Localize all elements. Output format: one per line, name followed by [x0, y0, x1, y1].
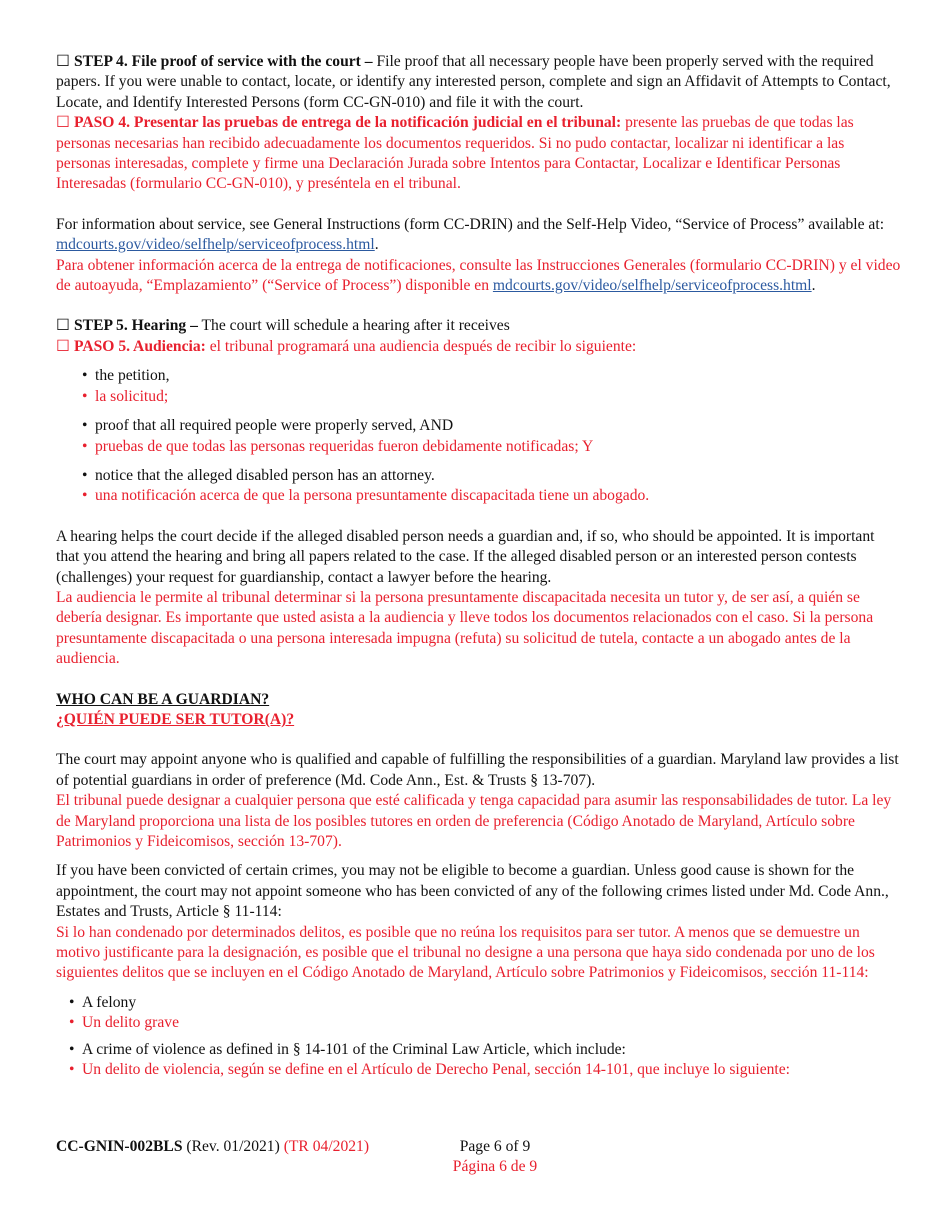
list-item: • la solicitud; [82, 387, 901, 407]
page-number-en: Page 6 of 9 [459, 1138, 531, 1155]
step4-es-title: PASO 4. Presentar las pruebas de entrega de la notificación judicial en el tribunal: [74, 114, 622, 132]
list-item: • Un delito de violencia, según se define en el Artículo de Derecho Penal, sección 14-101, que incluye lo siguiente: [69, 1060, 901, 1080]
who-can-be-guardian-heading: WHO CAN BE A GUARDIAN? [56, 690, 270, 708]
step5-en-text: The court will schedule a hearing after it receives [197, 317, 510, 335]
list-item: • A felony [69, 993, 901, 1013]
step5-es-title: PASO 5. Audiencia: [74, 337, 206, 355]
guardian-p1-es: El tribunal puede designar a cualquier persona que esté calificada y tenga capacidad para asumir las responsabilidades de tutor. La ley de Maryland proporciona una lista de los posibles tutores en orden de preferencia (Código Anotado de Maryland, Artículo sobre Patrimonios y Fideicomisos, sección 13-707). [56, 792, 892, 850]
service-info-en-text: For information about service, see General Instructions (form CC-DRIN) and the Self-Help Video, “Service of Process” available at: [56, 215, 885, 233]
list-item: • notice that the alleged disabled person has an attorney. [82, 466, 901, 486]
paso4-checkbox[interactable]: ☐ [56, 114, 70, 132]
guardian-p2-es: Si lo han condenado por determinados delitos, es posible que no reúna los requisitos para ser tutor. A menos que se demuestre un motivo justificante para la designación, es posible que el tribunal no designe a una persona que haya sido condenada por uno de los siguientes delitos que se incluyen en el Código Anotado de Maryland, Artículo sobre Patrimonios y Fideicomisos, sección 11-114: [56, 923, 875, 982]
form-identifier [56, 1137, 369, 1157]
step5-es-text: el tribunal programará una audiencia después de recibir lo siguiente: [205, 337, 637, 355]
paso5-checkbox[interactable]: ☐ [56, 337, 70, 355]
step4-en-title: STEP 4. File proof of service with the court – [74, 53, 373, 70]
service-info-es [56, 256, 901, 297]
hearing-info-en: A hearing helps the court decide if the alleged disabled person needs a guardian and, if so, who should be appointed. It is important that you attend the hearing and bring all papers related to the case. If the alleged disabled person or an interested person contests (challenges) your request for guardianship, contact a lawyer before the hearing. [56, 527, 875, 586]
form-revision: (Rev. 01/2021) [182, 1138, 284, 1155]
page-number-es: Página 6 de 9 [452, 1158, 538, 1176]
form-id: CC-GNIN-002BLS [56, 1138, 183, 1155]
service-info-en-end: . [374, 236, 379, 254]
list-item: • proof that all required people were properly served, AND [82, 416, 901, 436]
service-info-es-text: Para obtener información acerca de la entrega de notificaciones, consulte las Instrucciones Generales (formulario CC-DRIN) y el video de autoayuda, “Emplazamiento” (“Service of Process”) disponible en [56, 256, 901, 295]
page-footer [56, 1137, 901, 1177]
service-info-es-end: . [811, 277, 816, 295]
service-of-process-link-es[interactable]: mdcourts.gov/video/selfhelp/serviceofprocess.html [492, 277, 812, 295]
hearing-requirements-list [56, 416, 901, 457]
document-page [56, 52, 901, 1080]
hearing-requirements-list [56, 366, 901, 407]
step4-en [56, 52, 901, 113]
hearing-requirements-list [56, 466, 901, 507]
page-number [440, 1137, 550, 1178]
list-item: • Un delito grave [69, 1013, 901, 1033]
step4-en-text: File proof that all necessary people have been properly served with the required papers. If you were unable to contact, locate, or identify any interested person, complete and sign an Affidavit of Attempts to Contact, Locate, and Identify Interested Persons (form CC-GN-010) and file it with the court. [56, 53, 891, 111]
crimes-list [56, 993, 901, 1034]
guardian-p1-en: The court may appoint anyone who is qualified and capable of fulfilling the responsibilities of a guardian. Maryland law provides a list of potential guardians in order of preference (Md. Code Ann., Est. & Trusts § 13-707). [56, 751, 899, 789]
step5-checkbox[interactable]: ☐ [56, 317, 70, 335]
list-item: • the petition, [82, 366, 901, 386]
list-item: • pruebas de que todas las personas requeridas fueron debidamente notificadas; Y [82, 437, 901, 457]
step5-en [56, 316, 901, 336]
guardian-p2-en: If you have been convicted of certain crimes, you may not be eligible to become a guardian. Unless good cause is shown for the appointment, the court may not appoint someone who has been convicted of any of the following crimes listed under Md. Code Ann., Estates and Trusts, Article § 11-114: [56, 862, 889, 921]
hearing-info-es: La audiencia le permite al tribunal determinar si la persona presuntamente discapacitada necesita un tutor y, de ser así, a quién se debería designar. Es importante que usted asista a la audiencia y lleve todos los documentos relacionados con el caso. Si la persona presuntamente discapacitada o una persona interesada impugna (refuta) su solicitud de tutela, contacte a un abogado antes de la audiencia. [56, 588, 874, 668]
list-item: • A crime of violence as defined in § 14-101 of the Criminal Law Article, which include: [69, 1040, 901, 1060]
service-of-process-link[interactable]: mdcourts.gov/video/selfhelp/serviceofprocess.html [56, 236, 375, 254]
crimes-list [56, 1040, 901, 1081]
step5-en-title: STEP 5. Hearing – [74, 317, 198, 335]
form-translation-revision: (TR 04/2021) [283, 1138, 370, 1155]
step4-checkbox[interactable]: ☐ [56, 53, 70, 70]
step4-es [56, 113, 901, 195]
step4-es-text: presente las pruebas de que todas las personas necesarias han recibido adecuadamente los documentos requeridos. Si no pudo contactar, localizar ni identificar a las personas interesadas, complete y firme una Declaración Jurada sobre Intentos para Contactar, Localizar e Identificar Personas Interesadas (formulario CC-GN-010), y preséntela en el tribunal. [56, 114, 854, 193]
list-item: • una notificación acerca de que la persona presuntamente discapacitada tiene un abogado. [82, 486, 901, 506]
quien-puede-ser-tutor-heading: ¿QUIÉN PUEDE SER TUTOR(A)? [56, 710, 295, 728]
service-info-en [56, 215, 901, 256]
step5-es [56, 337, 901, 357]
